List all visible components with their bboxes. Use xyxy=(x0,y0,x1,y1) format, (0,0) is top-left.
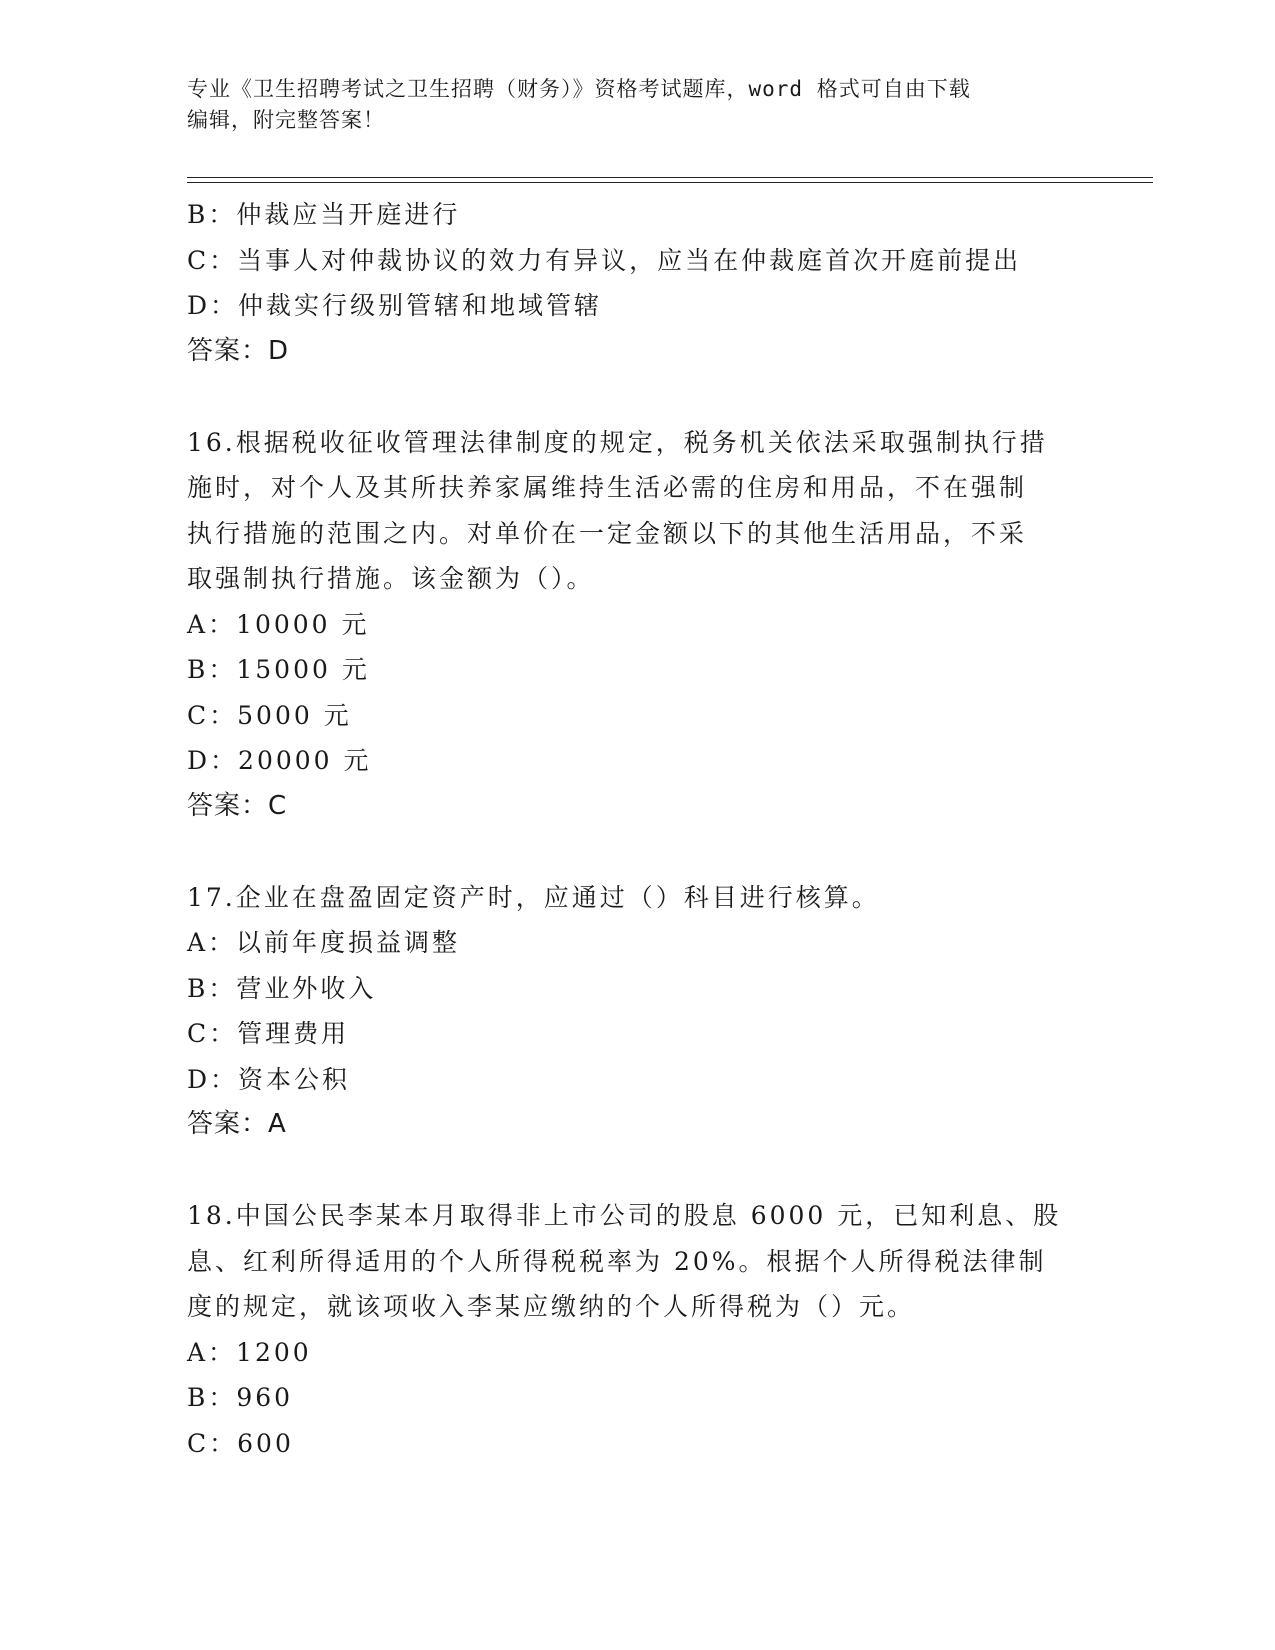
question-15-tail xyxy=(187,192,1087,374)
spacer xyxy=(187,1148,1087,1194)
answer-line: 答案：A xyxy=(187,1109,287,1139)
option-d: D：资本公积 xyxy=(187,1064,351,1094)
spacer xyxy=(187,829,1087,875)
option-d: D：仲裁实行级别管辖和地域管辖 xyxy=(187,291,603,320)
question-17 xyxy=(187,875,1087,1148)
answer-line: 答案：D xyxy=(187,335,290,366)
header-line-2: 编辑，附完整答案！ xyxy=(187,108,385,132)
header-line-1: 专业《卫生招聘考试之卫生招聘（财务）》资格考试题库，word 格式可自由下载 xyxy=(187,77,971,101)
option-b: B：仲裁应当开庭进行 xyxy=(187,200,461,229)
option-a: A：以前年度损益调整 xyxy=(187,928,461,957)
question-stem-line: 息、红利所得适用的个人所得税税率为 20%。根据个人所得税法律制 xyxy=(187,1246,1047,1276)
option-a: A：10000 元 xyxy=(187,609,370,639)
question-stem-line: 17.企业在盘盈固定资产时，应通过（）科目进行核算。 xyxy=(187,882,880,912)
option-c: C：5000 元 xyxy=(187,700,352,730)
option-b: B：营业外收入 xyxy=(187,973,377,1003)
question-stem-line: 度的规定，就该项收入李某应缴纳的个人所得税为（）元。 xyxy=(187,1292,916,1321)
spacer xyxy=(187,374,1087,420)
option-c: C：600 xyxy=(187,1428,294,1458)
question-stem-line: 施时，对个人及其所扶养家属维持生活必需的住房和用品，不在强制 xyxy=(187,473,1028,502)
header-divider-bottom xyxy=(187,182,1153,183)
option-b: B：960 xyxy=(187,1383,294,1412)
question-18 xyxy=(187,1193,1087,1466)
question-stem-line: 18.中国公民李某本月取得非上市公司的股息 6000 元，已知利息、股 xyxy=(187,1201,1062,1230)
option-a: A：1200 xyxy=(187,1337,312,1367)
question-stem-line: 16.根据税收征收管理法律制度的规定，税务机关依法采取强制执行措 xyxy=(187,427,1048,457)
option-c: C：管理费用 xyxy=(187,1019,350,1048)
answer-line: 答案：C xyxy=(187,790,288,821)
question-stem-line: 取强制执行措施。该金额为（）。 xyxy=(187,564,595,593)
header-divider-top xyxy=(187,177,1153,178)
option-d: D：20000 元 xyxy=(187,746,372,775)
question-content xyxy=(187,192,1087,1466)
document-header xyxy=(187,74,1067,136)
option-c: C：当事人对仲裁协议的效力有异议，应当在仲裁庭首次开庭前提出 xyxy=(187,245,1022,275)
option-b: B：15000 元 xyxy=(187,655,370,684)
question-stem-line: 执行措施的范围之内。对单价在一定金额以下的其他生活用品，不采 xyxy=(187,518,1028,548)
question-16 xyxy=(187,420,1087,830)
